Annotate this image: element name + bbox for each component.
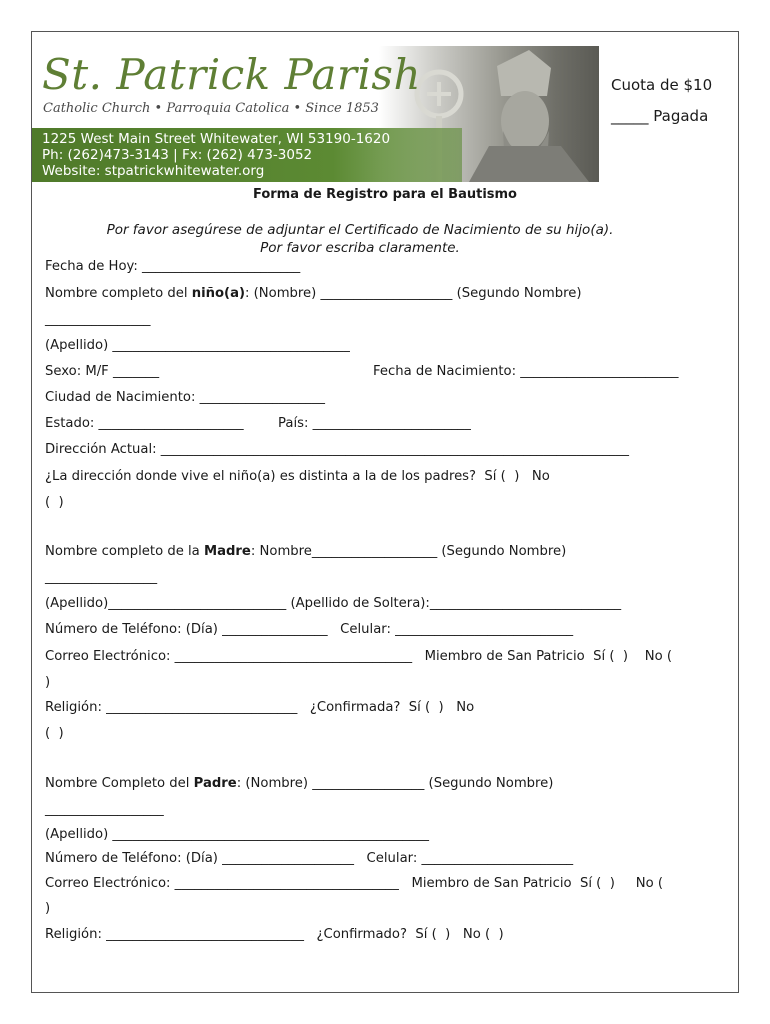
child-address-field[interactable]: Dirección Actual: _______________________________________________________________________	[45, 442, 629, 457]
child-middle-name-line[interactable]: ________________	[45, 312, 151, 327]
mother-phone-field[interactable]: Número de Teléfono: (Día) ________________ Celular: ___________________________	[45, 622, 574, 637]
child-birth-city-field[interactable]: Ciudad de Nacimiento: ___________________	[45, 390, 325, 405]
father-name-field[interactable]	[45, 776, 553, 791]
mother-middle-name-line[interactable]: _________________	[45, 570, 158, 585]
father-religion-field[interactable]: Religión: ______________________________ ¿Confirmado? Sí ( ) No ( )	[45, 927, 504, 942]
mother-confirmed-no-box[interactable]: ( )	[45, 726, 64, 741]
father-email-field[interactable]: Correo Electrónico: __________________________________ Miembro de San Patricio Sí ( ) No (	[45, 876, 664, 891]
child-name-prefix: Nombre completo del	[45, 286, 192, 301]
mother-email-field[interactable]: Correo Electrónico: ____________________________________ Miembro de San Patricio Sí ( ) No (	[45, 649, 673, 664]
father-name-rest: : (Nombre) _________________ (Segundo Nombre)	[236, 776, 554, 791]
parish-logo-title: St. Patrick Parish	[42, 50, 422, 99]
write-clearly-note: Por favor escriba claramente.	[260, 240, 460, 256]
child-country-field[interactable]: País: ________________________	[278, 416, 471, 431]
child-surname-field[interactable]: (Apellido) ____________________________________	[45, 338, 350, 353]
different-address-question[interactable]: ¿La dirección donde vive el niño(a) es distinta a la de los padres? Sí ( ) No	[45, 469, 550, 484]
father-phone-field[interactable]: Número de Teléfono: (Día) ____________________ Celular: _______________________	[45, 851, 574, 866]
child-name-field[interactable]	[45, 286, 581, 301]
parish-banner	[32, 46, 599, 182]
date-today-field[interactable]: Fecha de Hoy: ________________________	[45, 259, 301, 274]
paid-field[interactable]: _____ Pagada	[611, 107, 709, 125]
father-middle-name-line[interactable]: __________________	[45, 802, 164, 817]
child-state-field[interactable]: Estado: ______________________	[45, 416, 244, 431]
mother-surname-field[interactable]: (Apellido)___________________________ (Apellido de Soltera):_____________________________	[45, 596, 622, 611]
birth-certificate-note: Por favor asegúrese de adjuntar el Certificado de Nacimiento de su hijo(a).	[106, 222, 614, 238]
father-name-bold: Padre	[193, 776, 237, 791]
contact-info-band	[32, 128, 462, 182]
child-sex-field[interactable]: Sexo: M/F _______	[45, 364, 160, 379]
father-name-prefix: Nombre Completo del	[45, 776, 194, 791]
child-name-bold: niño(a)	[191, 286, 245, 301]
father-member-no-box[interactable]: )	[45, 901, 51, 916]
mother-name-field[interactable]	[45, 544, 566, 559]
fee-label: Cuota de $10	[611, 76, 713, 94]
child-birth-date-field[interactable]: Fecha de Nacimiento: ________________________	[373, 364, 679, 379]
parish-website: Website: stpatrickwhitewater.org	[42, 163, 265, 179]
mother-name-prefix: Nombre completo de la	[45, 544, 204, 559]
different-address-no-box[interactable]: ( )	[45, 495, 64, 510]
mother-name-rest: : Nombre___________________ (Segundo Nombre)	[250, 544, 567, 559]
parish-phone: Ph: (262)473-3143 | Fx: (262) 473-3052	[42, 147, 313, 163]
mother-member-no-box[interactable]: )	[45, 675, 51, 690]
parish-logo-subtitle: Catholic Church • Parroquia Catolica • Since 1853	[43, 101, 379, 116]
father-surname-field[interactable]: (Apellido) ________________________________________________	[45, 827, 429, 842]
parish-address: 1225 West Main Street Whitewater, WI 53190-1620	[42, 131, 391, 147]
form-title: Forma de Registro para el Bautismo	[252, 187, 517, 202]
mother-religion-field[interactable]: Religión: _____________________________ ¿Confirmada? Sí ( ) No	[45, 700, 475, 715]
mother-name-bold: Madre	[203, 544, 251, 559]
child-name-rest: : (Nombre) ____________________ (Segundo Nombre)	[245, 286, 582, 301]
